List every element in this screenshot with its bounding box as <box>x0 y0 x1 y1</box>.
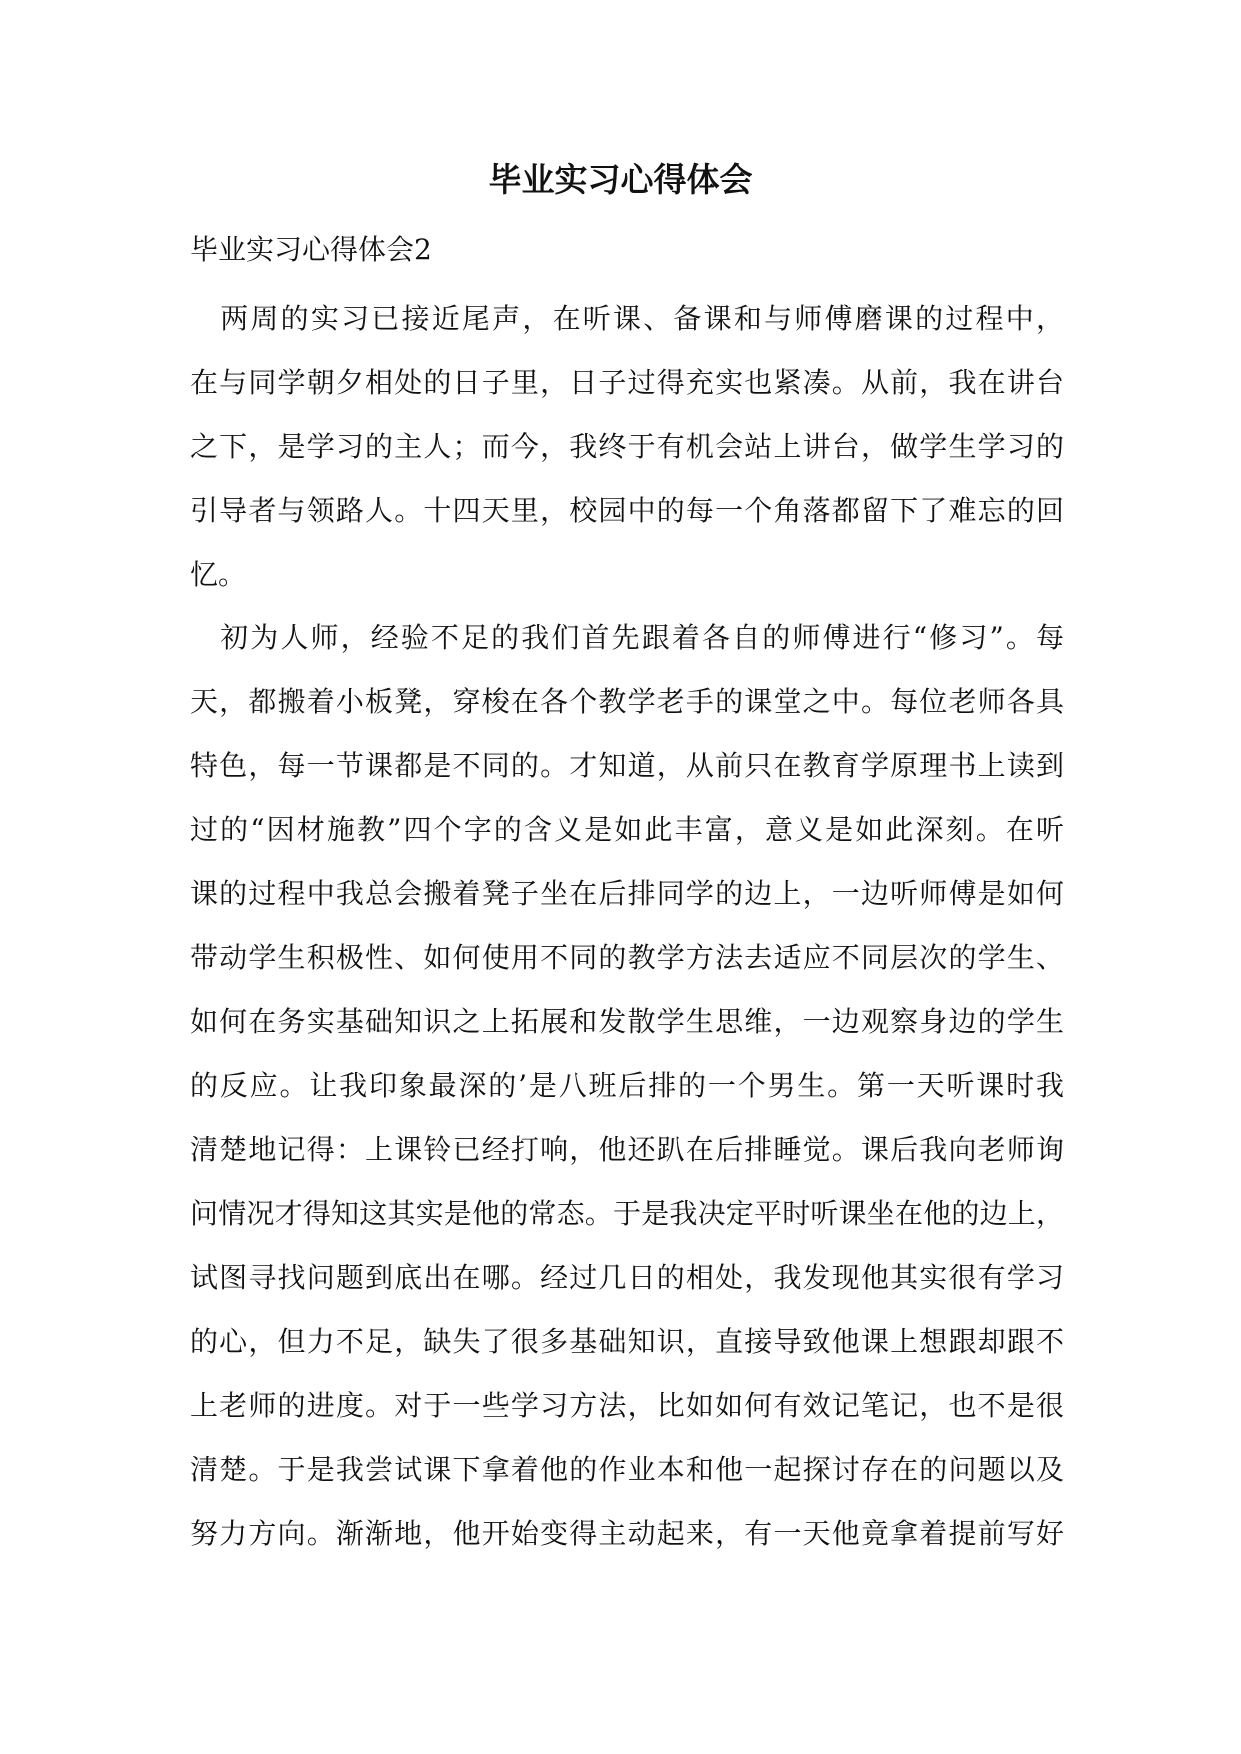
paragraph-line: 课的过程中我总会搬着凳子坐在后排同学的边上，一边听师傅是如何 <box>190 877 1064 910</box>
paragraph-line: 试图寻找问题到底出在哪。经过几日的相处，我发现他其实很有学习 <box>190 1261 1064 1294</box>
paragraph-line: 两周的实习已接近尾声，在听课、备课和与师傅磨课的过程中， <box>190 302 1064 335</box>
paragraph-line: 初为人师，经验不足的我们首先跟着各自的师傅进行“修习”。每 <box>190 621 1064 654</box>
paragraph-line: 努力方向。渐渐地，他开始变得主动起来，有一天他竟拿着提前写好 <box>190 1517 1064 1550</box>
paragraph-line: 清楚地记得：上课铃已经打响，他还趴在后排睡觉。课后我向老师询 <box>190 1133 1064 1166</box>
paragraph-line: 的心，但力不足，缺失了很多基础知识，直接导致他课上想跟却跟不 <box>190 1325 1064 1358</box>
paragraph-line: 天，都搬着小板凳，穿梭在各个教学老手的课堂之中。每位老师各具 <box>190 685 1064 718</box>
paragraph-1 <box>190 287 1064 607</box>
paragraph-line: 上老师的进度。对于一些学习方法，比如如何有效记笔记，也不是很 <box>190 1389 1064 1422</box>
paragraph-2 <box>190 606 1064 1566</box>
paragraph-line: 忆。 <box>190 558 247 591</box>
paragraph-line: 之下，是学习的主人；而今，我终于有机会站上讲台，做学生学习的 <box>190 430 1064 463</box>
paragraph-line: 问情况才得知这其实是他的常态。于是我决定平时听课坐在他的边上， <box>190 1197 1064 1230</box>
paragraph-line: 过的“因材施教”四个字的含义是如此丰富，意义是如此深刻。在听 <box>190 813 1064 846</box>
paragraph-line: 在与同学朝夕相处的日子里，日子过得充实也紧凑。从前，我在讲台 <box>190 366 1064 399</box>
paragraph-line: 引导者与领路人。十四天里，校园中的每一个角落都留下了难忘的回 <box>190 494 1064 527</box>
document-subtitle: 毕业实习心得体会2 <box>190 233 432 266</box>
paragraph-line: 带动学生积极性、如何使用不同的教学方法去适应不同层次的学生、 <box>190 941 1064 974</box>
document-title: 毕业实习心得体会 <box>488 160 753 199</box>
paragraph-line: 清楚。于是我尝试课下拿着他的作业本和他一起探讨存在的问题以及 <box>190 1453 1064 1486</box>
paragraph-line: 如何在务实基础知识之上拓展和发散学生思维，一边观察身边的学生 <box>190 1005 1064 1038</box>
paragraph-line: 特色，每一节课都是不同的。才知道，从前只在教育学原理书上读到 <box>190 749 1064 782</box>
paragraph-line: 的反应。让我印象最深的’是八班后排的一个男生。第一天听课时我 <box>190 1069 1064 1102</box>
